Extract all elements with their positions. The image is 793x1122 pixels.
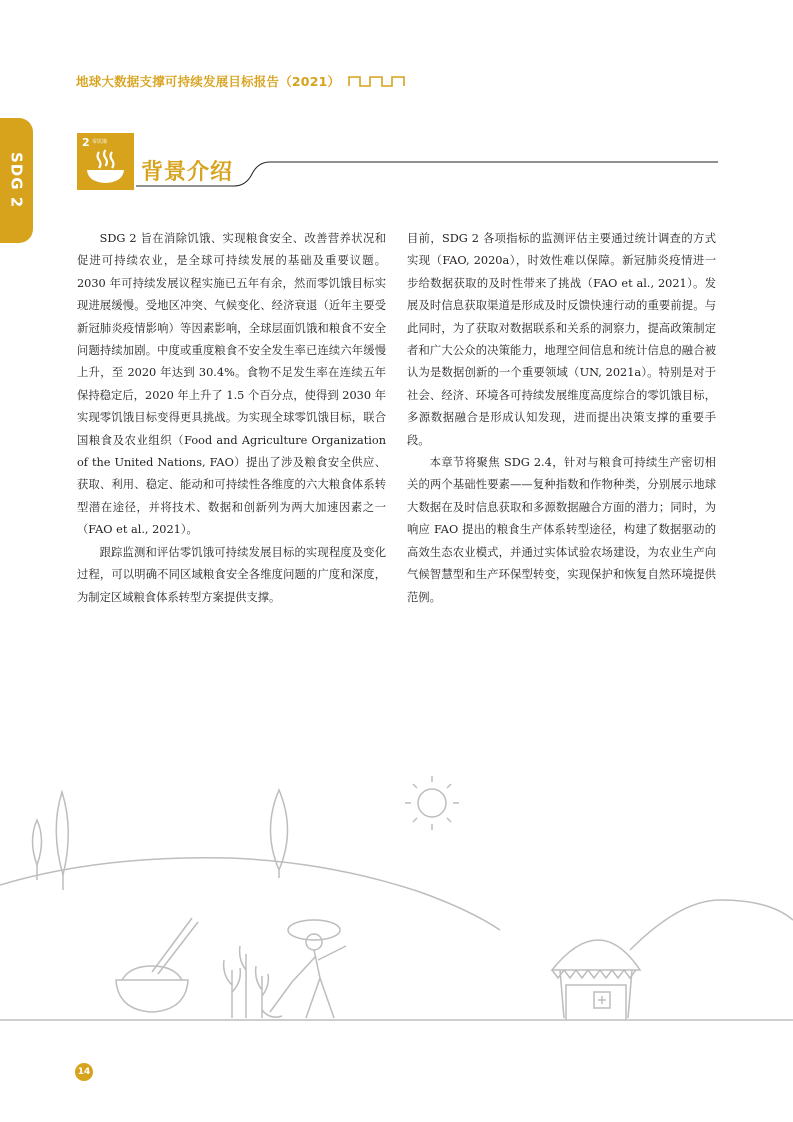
running-header <box>76 72 408 90</box>
sdg-2-badge <box>77 133 134 190</box>
report-title: 地球大数据支撑可持续发展目标报告（2021） <box>76 74 341 89</box>
sdg-side-tab <box>0 118 33 243</box>
farm-landscape-illustration <box>0 770 793 1030</box>
food-bowl-icon <box>85 149 126 185</box>
badge-label: 零饥饿 <box>92 139 108 145</box>
paragraph: SDG 2 旨在消除饥饿、实现粮食安全、改善营养状况和促进可持续农业，是全球可持续发展的基础及重要议题。2030 年可持续发展议程实施已五年有余，然而零饥饿目标实现进展缓慢。受地区冲突、气候变化、经济衰退（近年主要受新冠肺炎疫情影响）等因素影响，全球层面饥饿和粮食不安全问题持续加剧。中度或重度粮食不安全发生率已连续六年缓慢上升，至 2020 年达到 30.4%。食物不足发生率在连续五年保持稳定后，2020 年上升了 1.5 个百分点，使得到 2030 年实现零饥饿目标变得更具挑战。为实现全球零饥饿目标，联合国粮食及农业组织（Food and Agriculture Organization of the United Nations, FAO）提出了涉及粮食安全供应、获取、利用、稳定、能动和可持续性各维度的六大粮食体系转型潜在途径，并将技术、数据和创新列为两大加速因素之一（FAO et al., 2021）。 <box>77 232 386 537</box>
section-title: 背景介绍 <box>141 160 234 185</box>
header-decoration <box>348 74 408 88</box>
paragraph: 目前，SDG 2 各项指标的监测评估主要通过统计调查的方式实现（FAO, 2020a），时效性难以保障。新冠肺炎疫情进一步给数据获取的及时性带来了挑战（FAO et al., 2021）。发展及时信息获取渠道是形成及时反馈快速行动的重要前提。与此同时，为了获取对数据联系和关系的洞察力，提高政策制定者和广大公众的决策能力，地理空间信息和统计信息的融合被认为是数据创新的一个重要领域（UN, 2021a）。特别是对于社会、经济、环境各可持续发展维度高度综合的零饥饿目标，多源数据融合是形成认知发现，进而提出决策支撑的重要手段。 <box>407 232 716 447</box>
left-column <box>77 228 386 609</box>
paragraph: 跟踪监测和评估零饥饿可持续发展目标的实现程度及变化过程，可以明确不同区域粮食安全各维度问题的广度和深度，为制定区域粮食体系转型方案提供支撑。 <box>77 545 386 604</box>
side-tab-label: SDG 2 <box>7 152 26 209</box>
page-number: 14 <box>75 1063 93 1081</box>
right-column <box>407 228 716 609</box>
badge-number: 2 <box>82 136 90 149</box>
paragraph: 本章节将聚焦 SDG 2.4，针对与粮食可持续生产密切相关的两个基础性要素——复种指数和作物种类，分别展示地球大数据在及时信息获取和多源数据融合方面的潜力；同时，为响应 FAO 提出的粮食生产体系转型途径，构建了数据驱动的高效生态农业模式，并通过实体试验农场建设，为农业生产向气候智慧型和生产环保型转变，实现保护和恢复自然环境提供范例。 <box>407 456 716 604</box>
